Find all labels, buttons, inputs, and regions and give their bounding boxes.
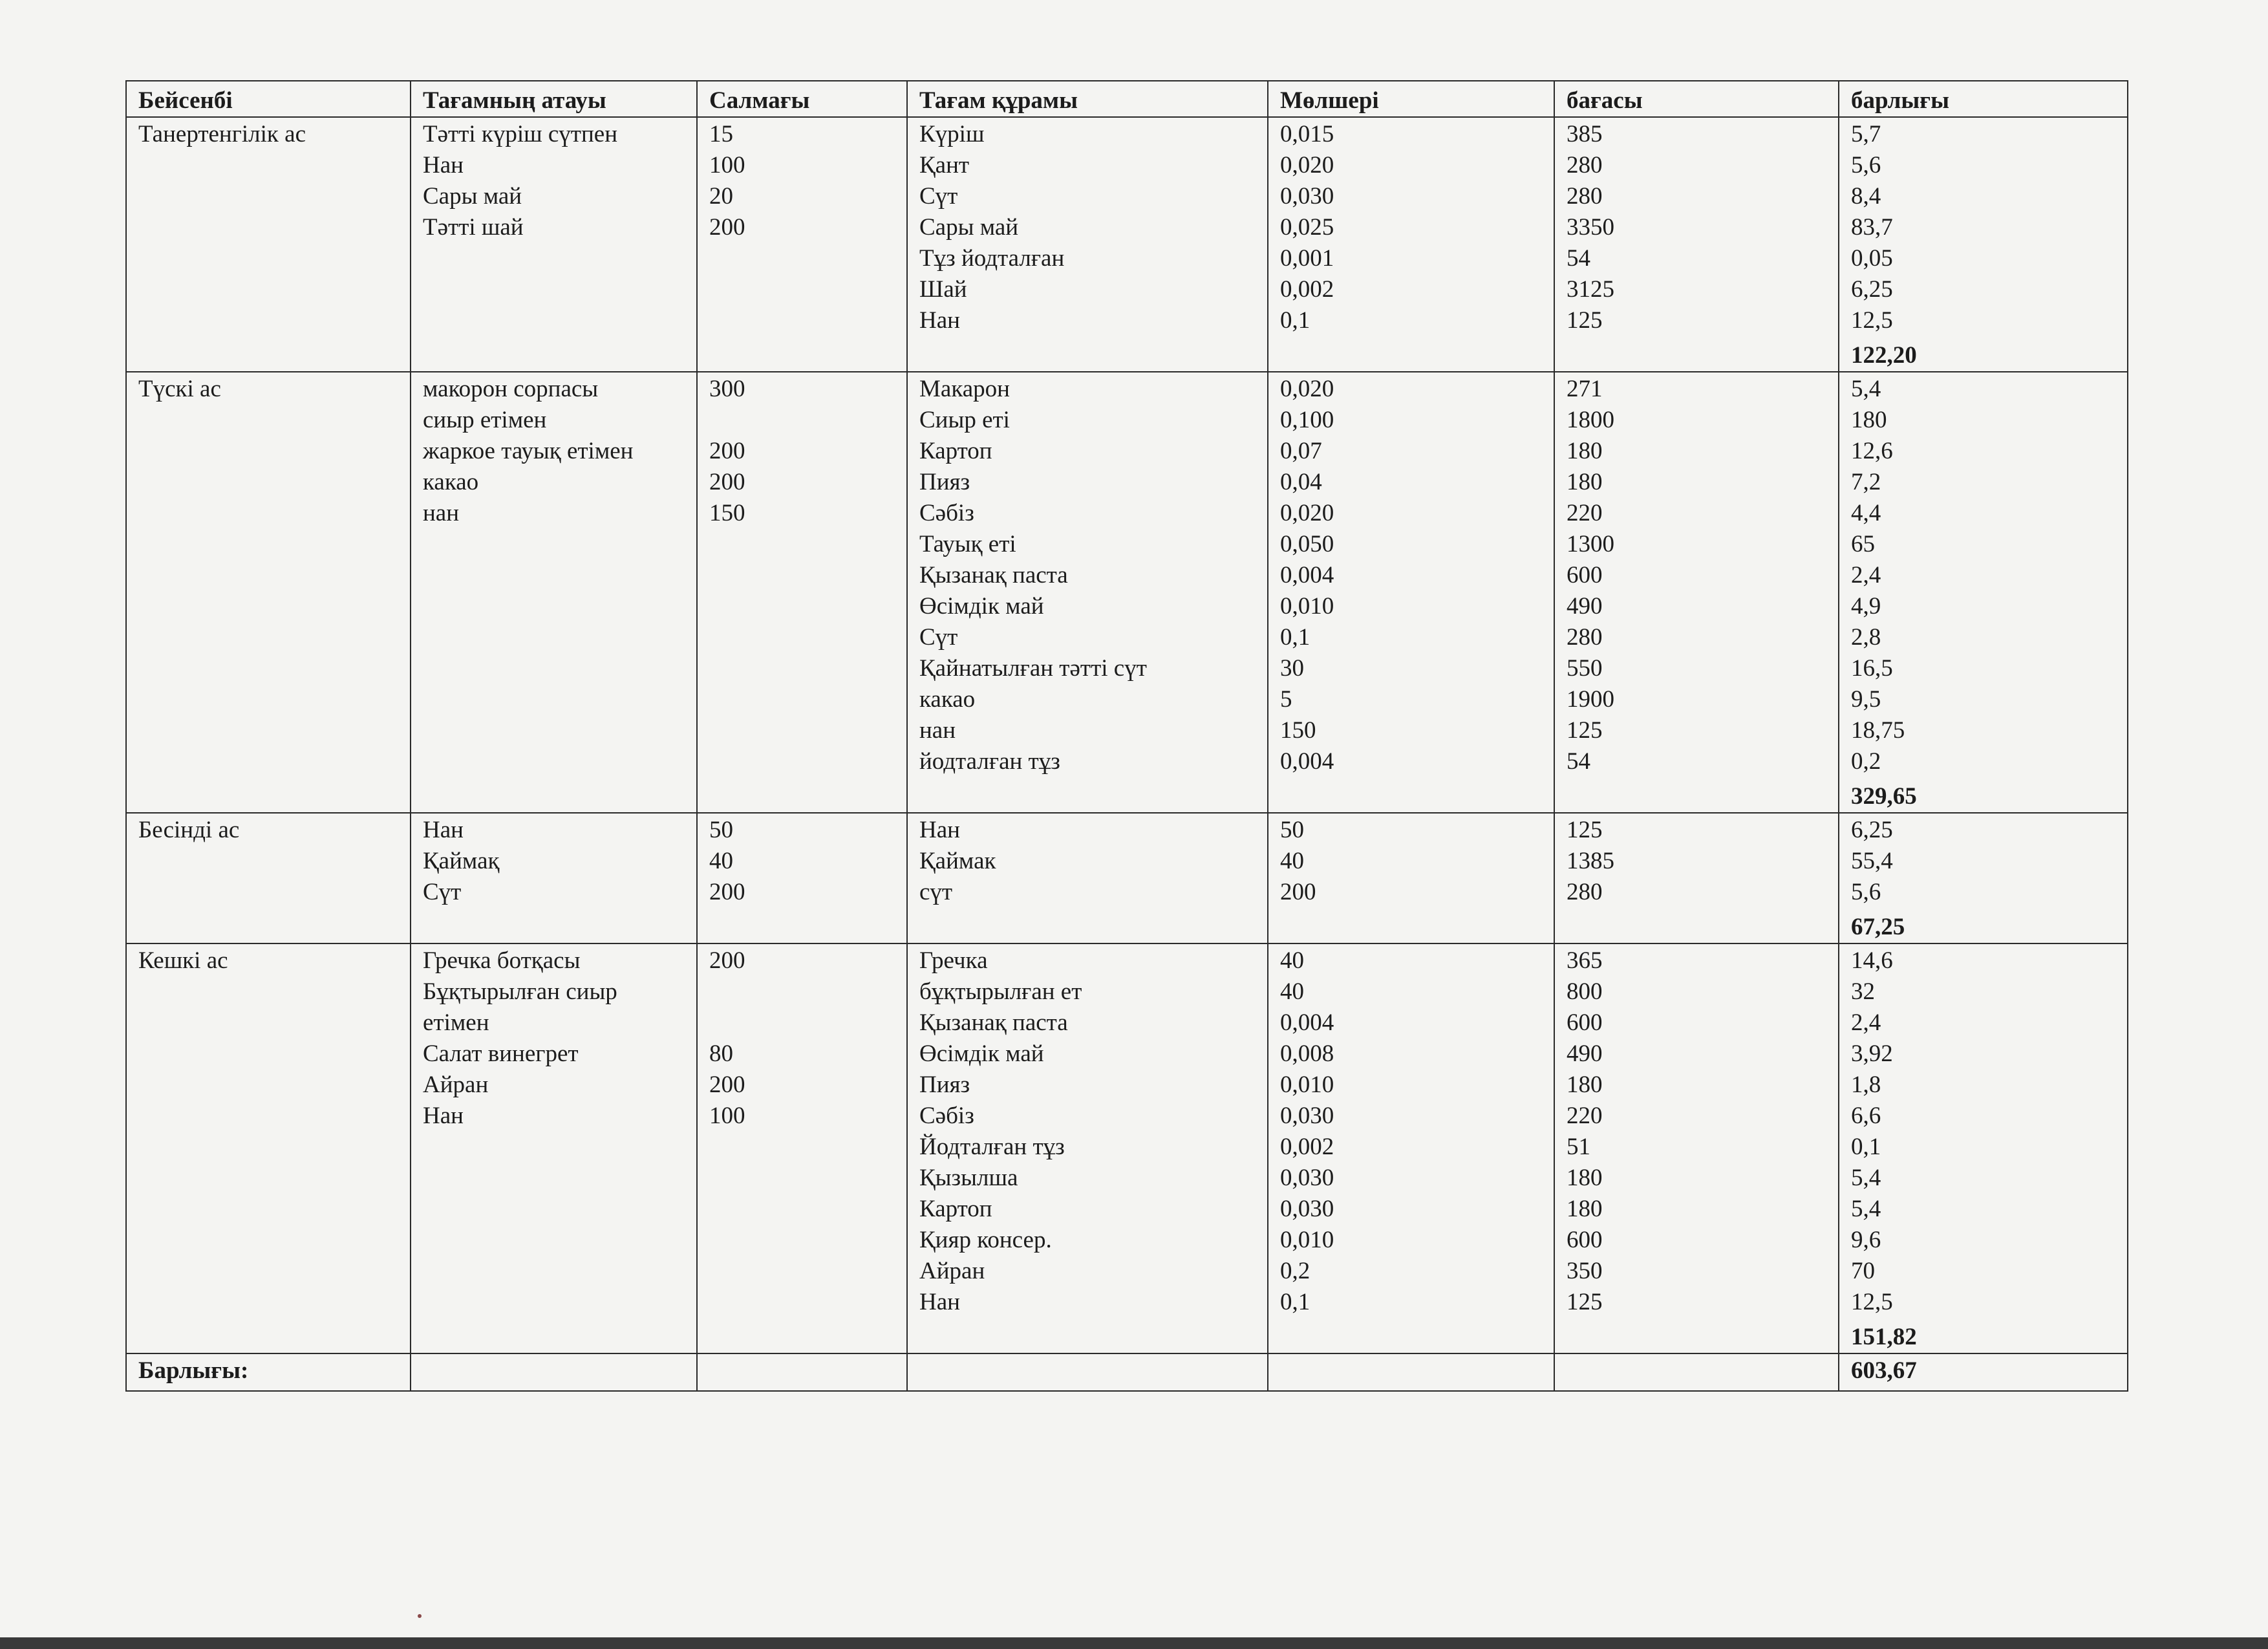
cell-line: Картоп — [919, 1196, 992, 1222]
header-total: барлығы — [1839, 81, 2128, 117]
dish-list — [411, 813, 697, 943]
cell-line: Айран — [423, 1072, 489, 1098]
cell-line: 5,4 — [1851, 1196, 1881, 1222]
cell-line: Сәбіз — [919, 500, 974, 526]
cell-line: 0,2 — [1280, 1258, 1311, 1284]
cell-line: Қияр консер. — [919, 1227, 1052, 1253]
cell-line: 0,020 — [1280, 500, 1334, 526]
cell-line: Қаймак — [919, 848, 996, 874]
meal-name: Түскі ас — [126, 372, 411, 813]
cell-line: 16,5 — [1851, 655, 1893, 682]
meal-row — [126, 943, 2128, 1353]
cell-line: Нан — [423, 1103, 464, 1129]
ingredient-list — [907, 943, 1268, 1353]
cell-line: йодталған тұз — [919, 748, 1060, 775]
weight-list — [697, 813, 907, 943]
cell-line: нан — [423, 500, 460, 526]
total-list — [1839, 117, 2128, 372]
cell-line: 0,008 — [1280, 1040, 1334, 1067]
cell-line: 0,05 — [1851, 245, 1893, 272]
cell-line: 1300 — [1567, 531, 1614, 557]
dish-list — [411, 943, 697, 1353]
cell-line: етімен — [423, 1009, 489, 1036]
cell-line: Гречка — [919, 947, 988, 974]
grand-total-value: 603,67 — [1839, 1353, 2128, 1391]
meal-row — [126, 372, 2128, 813]
cell-line: 55,4 — [1851, 848, 1893, 874]
grand-total-row — [126, 1353, 2128, 1391]
cell-line: 50 — [1280, 817, 1304, 843]
amount-list — [1268, 372, 1554, 813]
cell-line: Қызанақ паста — [919, 562, 1068, 588]
cell-line: 0,1 — [1280, 624, 1311, 651]
cell-line: бұқтырылған ет — [919, 978, 1082, 1005]
cell-line: 40 — [1280, 947, 1304, 974]
scan-speck — [418, 1614, 422, 1618]
cell-line: Нан — [919, 307, 960, 334]
cell-line: 7,2 — [1851, 469, 1881, 495]
cell-line: Нан — [919, 817, 960, 843]
total-list — [1839, 372, 2128, 813]
header-composition: Тағам құрамы — [907, 81, 1268, 117]
cell-line: 180 — [1567, 1196, 1603, 1222]
cell-line: Пияз — [919, 1072, 970, 1098]
cell-line: Нан — [423, 817, 464, 843]
header-weight: Салмағы — [697, 81, 907, 117]
dish-list — [411, 117, 697, 372]
cell-line: 0,010 — [1280, 1227, 1334, 1253]
cell-line: 18,75 — [1851, 717, 1905, 744]
cell-line: 600 — [1567, 1009, 1603, 1036]
cell-line: 125 — [1567, 717, 1603, 744]
cell-line: 70 — [1851, 1258, 1875, 1284]
cell-line — [709, 405, 899, 436]
cell-line: Макарон — [919, 376, 1010, 402]
cell-line: 3350 — [1567, 214, 1614, 241]
cell-line: какао — [919, 686, 976, 713]
cell-line: Сүт — [919, 183, 958, 210]
cell-line: Нан — [919, 1289, 960, 1315]
cell-line: 0,002 — [1280, 1134, 1334, 1160]
cell-line: Тәтті шай — [423, 214, 524, 241]
cell-line: 5,6 — [1851, 879, 1881, 905]
cell-line: 280 — [1567, 879, 1603, 905]
header-price: бағасы — [1554, 81, 1839, 117]
cell-line: 300 — [709, 376, 745, 402]
cell-line: 2,8 — [1851, 624, 1881, 651]
cell-line: Қант — [919, 152, 970, 178]
cell-line: 200 — [709, 214, 745, 241]
meal-subtotal: 151,82 — [1851, 1324, 1917, 1350]
cell-line: 1800 — [1567, 407, 1614, 433]
cell-line: Сәбіз — [919, 1103, 974, 1129]
cell-line: 600 — [1567, 562, 1603, 588]
cell-line: Нан — [423, 152, 464, 178]
cell-line: 1900 — [1567, 686, 1614, 713]
cell-line: Тұз йодталған — [919, 245, 1065, 272]
meal-name: Бесінді ас — [126, 813, 411, 943]
cell-line: 5 — [1280, 686, 1292, 713]
cell-line: Қызылша — [919, 1165, 1018, 1191]
cell-line: Тәтті күріш сүтпен — [423, 121, 618, 147]
cell-line: 12,5 — [1851, 1289, 1893, 1315]
price-list — [1554, 372, 1839, 813]
cell-line: Салат винегрет — [423, 1040, 579, 1067]
cell-line: 280 — [1567, 152, 1603, 178]
cell-line: 9,5 — [1851, 686, 1881, 713]
header-day: Бейсенбі — [126, 81, 411, 117]
cell-line: Қайнатылған тәтті сүт — [919, 655, 1147, 682]
cell-line: 200 — [709, 947, 745, 974]
cell-line: 0,1 — [1280, 1289, 1311, 1315]
ingredient-list — [907, 117, 1268, 372]
cell-line: 100 — [709, 152, 745, 178]
cell-line: 0,100 — [1280, 407, 1334, 433]
cell-line: макорон сорпасы — [423, 376, 599, 402]
cell-line: 0,010 — [1280, 593, 1334, 620]
cell-line: 83,7 — [1851, 214, 1893, 241]
meal-subtotal: 67,25 — [1851, 914, 1905, 940]
cell-line: 350 — [1567, 1258, 1603, 1284]
meal-name: Танертенгілік ас — [126, 117, 411, 372]
cell-line: 220 — [1567, 500, 1603, 526]
cell-line: 180 — [1567, 438, 1603, 464]
cell-line: 0,030 — [1280, 1165, 1334, 1191]
cell-line: 5,4 — [1851, 1165, 1881, 1191]
cell-line: 0,020 — [1280, 376, 1334, 402]
cell-line: 125 — [1567, 307, 1603, 334]
cell-line: 100 — [709, 1103, 745, 1129]
amount-list — [1268, 117, 1554, 372]
weight-list — [697, 943, 907, 1353]
cell-line: 5,4 — [1851, 376, 1881, 402]
cell-line: 0,1 — [1851, 1134, 1881, 1160]
cell-line: 30 — [1280, 655, 1304, 682]
cell-line: 180 — [1567, 1072, 1603, 1098]
cell-line: 0,1 — [1280, 307, 1311, 334]
cell-line: Қызанақ паста — [919, 1009, 1068, 1036]
cell-line: 4,4 — [1851, 500, 1881, 526]
cell-line: 0,001 — [1280, 245, 1334, 272]
cell-line: 0,030 — [1280, 1196, 1334, 1222]
cell-line: 125 — [1567, 817, 1603, 843]
cell-line: 365 — [1567, 947, 1603, 974]
price-list — [1554, 943, 1839, 1353]
cell-line: Гречка ботқасы — [423, 947, 581, 974]
cell-line: 20 — [709, 183, 733, 210]
cell-line: 0,010 — [1280, 1072, 1334, 1098]
cell-line: Өсімдік май — [919, 593, 1044, 620]
cell-line: 2,4 — [1851, 562, 1881, 588]
amount-list — [1268, 813, 1554, 943]
cell-line: 54 — [1567, 748, 1590, 775]
cell-line: 0,030 — [1280, 183, 1334, 210]
cell-line: 2,4 — [1851, 1009, 1881, 1036]
cell-line: Шай — [919, 276, 967, 303]
cell-line — [709, 976, 899, 1008]
cell-line: какао — [423, 469, 479, 495]
weight-list — [697, 372, 907, 813]
cell-line: 40 — [709, 848, 733, 874]
cell-line: 1385 — [1567, 848, 1614, 874]
cell-line: 220 — [1567, 1103, 1603, 1129]
amount-list — [1268, 943, 1554, 1353]
ingredient-list — [907, 372, 1268, 813]
cell-line: 40 — [1280, 848, 1304, 874]
menu-cost-table — [125, 80, 2128, 1392]
cell-line: Пияз — [919, 469, 970, 495]
price-list — [1554, 813, 1839, 943]
cell-line: Қаймақ — [423, 848, 500, 874]
cell-line: 0,004 — [1280, 748, 1334, 775]
header-amount: Мөлшері — [1268, 81, 1554, 117]
cell-line — [709, 1008, 899, 1039]
meal-name: Кешкі ас — [126, 943, 411, 1353]
cell-line: 0,07 — [1280, 438, 1322, 464]
cell-line: 490 — [1567, 593, 1603, 620]
cell-line: 5,7 — [1851, 121, 1881, 147]
cell-line: Сүт — [919, 624, 958, 651]
cell-line: 0,2 — [1851, 748, 1881, 775]
cell-line: 80 — [709, 1040, 733, 1067]
cell-line: 0,030 — [1280, 1103, 1334, 1129]
header-dish-name: Тағамның атауы — [411, 81, 697, 117]
weight-list — [697, 117, 907, 372]
cell-line: 4,9 — [1851, 593, 1881, 620]
cell-line: 5,6 — [1851, 152, 1881, 178]
total-list — [1839, 943, 2128, 1353]
cell-line: 200 — [1280, 879, 1316, 905]
dish-list — [411, 372, 697, 813]
ingredient-list — [907, 813, 1268, 943]
cell-line: Күріш — [919, 121, 985, 147]
cell-line: 490 — [1567, 1040, 1603, 1067]
cell-line: 180 — [1567, 469, 1603, 495]
cell-line: 15 — [709, 121, 733, 147]
cell-line: сиыр етімен — [423, 407, 547, 433]
meal-row — [126, 813, 2128, 943]
cell-line: 6,25 — [1851, 276, 1893, 303]
cell-line: Сүт — [423, 879, 462, 905]
cell-line: 280 — [1567, 624, 1603, 651]
cell-line: 125 — [1567, 1289, 1603, 1315]
cell-line: 40 — [1280, 978, 1304, 1005]
cell-line: Өсімдік май — [919, 1040, 1044, 1067]
cell-line: 51 — [1567, 1134, 1590, 1160]
cell-line: 200 — [709, 438, 745, 464]
cell-line: 200 — [709, 1072, 745, 1098]
cell-line: 150 — [709, 500, 745, 526]
cell-line: 200 — [709, 879, 745, 905]
cell-line: 6,25 — [1851, 817, 1893, 843]
cell-line: 14,6 — [1851, 947, 1893, 974]
cell-line: Бұқтырылған сиыр — [423, 978, 617, 1005]
cell-line: 50 — [709, 817, 733, 843]
cell-line: Айран — [919, 1258, 985, 1284]
price-list — [1554, 117, 1839, 372]
cell-line: 600 — [1567, 1227, 1603, 1253]
scan-edge — [0, 1637, 2268, 1649]
cell-line: 550 — [1567, 655, 1603, 682]
grand-total-label: Барлығы: — [126, 1353, 411, 1391]
cell-line: 200 — [709, 469, 745, 495]
cell-line: 271 — [1567, 376, 1603, 402]
meal-subtotal: 122,20 — [1851, 342, 1917, 369]
cell-line: 8,4 — [1851, 183, 1881, 210]
cell-line: Сиыр еті — [919, 407, 1010, 433]
cell-line: 1,8 — [1851, 1072, 1881, 1098]
cell-line: сүт — [919, 879, 953, 905]
cell-line: 180 — [1851, 407, 1887, 433]
cell-line: Сары май — [423, 183, 522, 210]
total-list — [1839, 813, 2128, 943]
cell-line: 6,6 — [1851, 1103, 1881, 1129]
cell-line: 3,92 — [1851, 1040, 1893, 1067]
cell-line: 180 — [1567, 1165, 1603, 1191]
cell-line: 32 — [1851, 978, 1875, 1005]
cell-line: 65 — [1851, 531, 1875, 557]
header-row — [126, 81, 2128, 117]
cell-line: 280 — [1567, 183, 1603, 210]
cell-line: 12,6 — [1851, 438, 1893, 464]
cell-line: нан — [919, 717, 956, 744]
cell-line: 385 — [1567, 121, 1603, 147]
cell-line: 54 — [1567, 245, 1590, 272]
meal-row — [126, 117, 2128, 372]
cell-line: жаркое тауық етімен — [423, 438, 634, 464]
cell-line: Картоп — [919, 438, 992, 464]
cell-line: 0,002 — [1280, 276, 1334, 303]
cell-line: 3125 — [1567, 276, 1614, 303]
cell-line: 800 — [1567, 978, 1603, 1005]
cell-line: 0,004 — [1280, 562, 1334, 588]
cell-line: 0,020 — [1280, 152, 1334, 178]
cell-line: Йодталған тұз — [919, 1134, 1065, 1160]
cell-line: 0,04 — [1280, 469, 1322, 495]
cell-line: 0,015 — [1280, 121, 1334, 147]
meal-subtotal: 329,65 — [1851, 783, 1917, 810]
cell-line: 0,025 — [1280, 214, 1334, 241]
cell-line: 12,5 — [1851, 307, 1893, 334]
cell-line: Тауық еті — [919, 531, 1016, 557]
cell-line: 150 — [1280, 717, 1316, 744]
cell-line: 9,6 — [1851, 1227, 1881, 1253]
cell-line: 0,050 — [1280, 531, 1334, 557]
cell-line: Сары май — [919, 214, 1019, 241]
cell-line: 0,004 — [1280, 1009, 1334, 1036]
